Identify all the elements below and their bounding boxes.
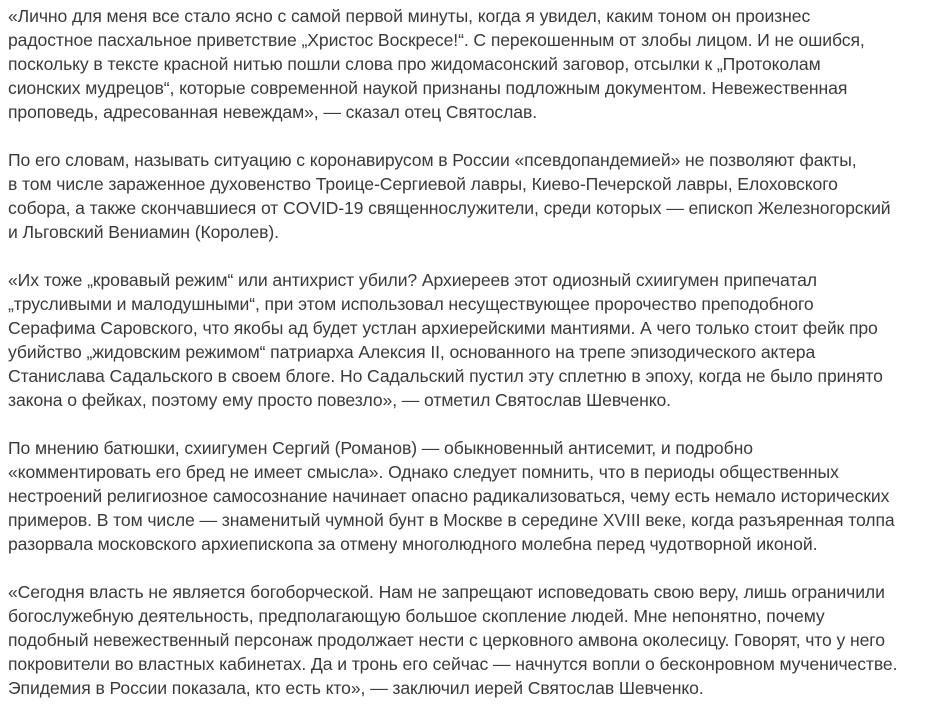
text-line: собора, а также скончавшиеся от COVID-19 священнослужители, среди которых — епископ Железногорский	[8, 198, 891, 218]
text-line: подобный невежественный персонаж продолжает нести с церковного амвона околесицу. Говорят, что у него	[8, 630, 885, 650]
text-line: «Лично для меня все стало ясно с самой первой минуты, когда я увидел, каким тоном он произнес	[8, 6, 811, 26]
paragraph-4	[8, 436, 930, 556]
text-line: нестроений религиозное самосознание начинает опасно радикализоваться, чему есть немало исторических	[8, 486, 890, 506]
paragraph-1	[8, 4, 930, 124]
text-line: «Их тоже „кровавый режим“ или антихрист убили? Архиереев этот одиозный схиигумен припечатал	[8, 270, 817, 290]
text-line: По мнению батюшки, схиигумен Сергий (Романов) — обыкновенный антисемит, и подробно	[8, 438, 753, 458]
text-line: «комментировать его бред не имеет смысла». Однако следует помнить, что в периоды общественных	[8, 462, 839, 482]
paragraph-2	[8, 148, 930, 244]
text-line: проповедь, адресованная невеждам», — сказал отец Святослав.	[8, 102, 538, 122]
text-line: радостное пасхальное приветствие „Христос Воскресе!“. С перекошенным от злобы лицом. И не ошибся,	[8, 30, 865, 50]
text-line: разорвала московского архиепископа за отмену многолюдного молебна перед чудотворной иконой.	[8, 534, 818, 554]
text-line: покровители во властных кабинетах. Да и тронь его сейчас — начнутся вопли о бесконровном мученичестве.	[8, 654, 898, 674]
text-line: Станислава Садальского в своем блоге. Но Садальский пустил эту сплетню в эпоху, когда не было принято	[8, 366, 883, 386]
paragraph-5	[8, 580, 930, 700]
text-line: Серафима Саровского, что якобы ад будет устлан архиерейскими мантиями. А чего только стоит фейк про	[8, 318, 878, 338]
text-line: „трусливыми и малодушными“, при этом использовал несуществующее пророчество преподобного	[8, 294, 814, 314]
text-line: убийство „жидовским режимом“ патриарха Алексия II, основанного на трепе эпизодического актера	[8, 342, 816, 362]
text-line: поскольку в тексте красной нитью пошли слова про жидомасонский заговор, отсылки к „Протоколам	[8, 54, 821, 74]
paragraph-3	[8, 268, 930, 412]
article-body	[8, 4, 930, 700]
text-line: примеров. В том числе — знаменитый чумной бунт в Москве в середине XVIII веке, когда разъяренная толпа	[8, 510, 895, 530]
text-line: закона о фейках, поэтому ему просто повезло», — отметил Святослав Шевченко.	[8, 390, 671, 410]
text-line: и Льговский Вениамин (Королев).	[8, 222, 279, 242]
text-line: богослужебную деятельность, предполагающую большое скопление людей. Мне непонятно, почему	[8, 606, 825, 626]
text-line: Эпидемия в России показала, кто есть кто», — заключил иерей Святослав Шевченко.	[8, 678, 704, 698]
text-line: По его словам, называть ситуацию с коронавирусом в России «псевдопандемией» не позволяют факты,	[8, 150, 857, 170]
text-line: в том числе зараженное духовенство Троице-Сергиевой лавры, Киево-Печерской лавры, Елоховского	[8, 174, 838, 194]
text-line: «Сегодня власть не является богоборческой. Нам не запрещают исповедовать свою веру, лишь ограничили	[8, 582, 885, 602]
text-line: сионских мудрецов“, которые современной наукой признаны подложным документом. Невежественная	[8, 78, 848, 98]
